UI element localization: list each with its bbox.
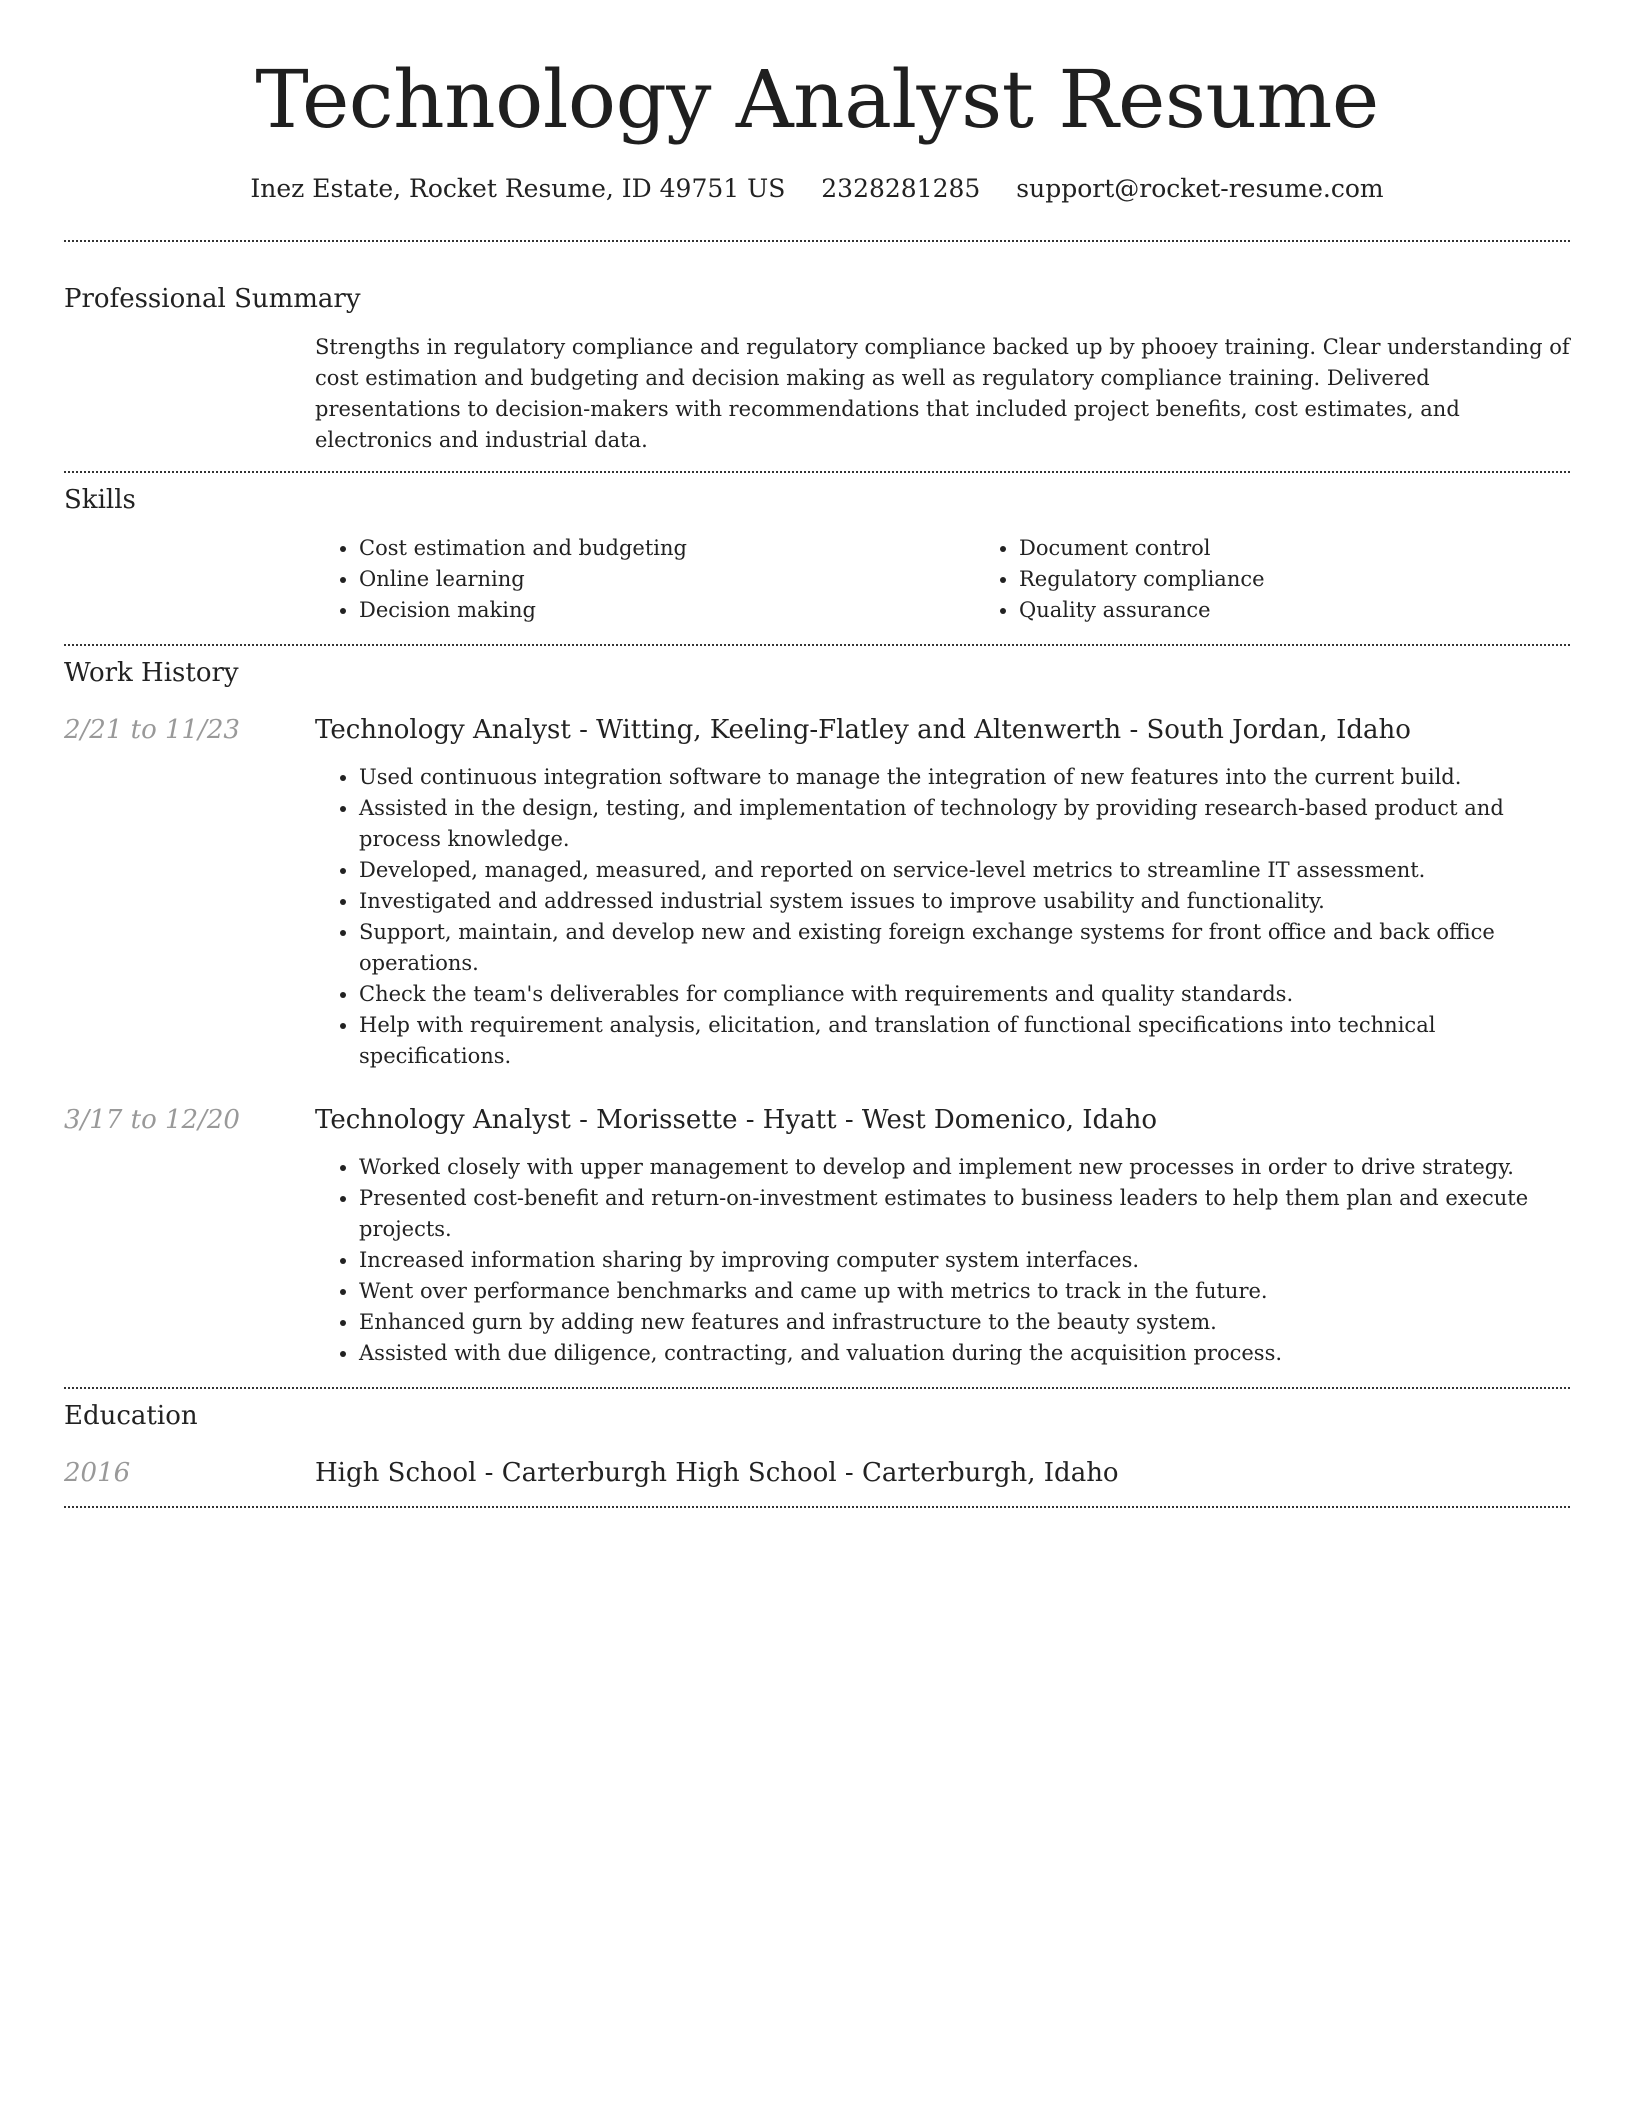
skills-grid [315, 533, 1632, 626]
divider [64, 1506, 1570, 1508]
contact-phone: 2328281285 [821, 174, 981, 203]
skill-item: • Cost estimation and budgeting [359, 533, 975, 564]
job-bullets-row [64, 1152, 1570, 1369]
education-heading: High School - Carterburgh High School - Carterburgh, Idaho [315, 1458, 1119, 1488]
job-bullet: • Increased information sharing by improving computer system interfaces. [359, 1245, 1570, 1276]
skill-item: • Document control [1019, 533, 1632, 564]
divider [64, 1387, 1570, 1389]
job-bullet: • Help with requirement analysis, elicitation, and translation of functional specifications into technical specifications. [359, 1010, 1570, 1072]
job-bullet: • Investigated and addressed industrial system issues to improve usability and functionality. [359, 886, 1570, 917]
job-bullets-row [64, 762, 1570, 1072]
job-bullet: • Went over performance benchmarks and came up with metrics to track in the future. [359, 1276, 1570, 1307]
skill-item: • Regulatory compliance [1019, 564, 1632, 595]
job-bullet: • Support, maintain, and develop new and existing foreign exchange systems for front office and back office operations. [359, 917, 1570, 979]
summary-row [64, 332, 1570, 456]
section-title-summary: Professional Summary [64, 284, 361, 314]
contact-email: support@rocket-resume.com [1016, 174, 1384, 203]
resume-title: Technology Analyst Resume [255, 53, 1379, 146]
job-bullet: • Assisted with due diligence, contracting, and valuation during the acquisition process. [359, 1338, 1570, 1369]
job-bullet: • Used continuous integration software to manage the integration of new features into the current build. [359, 762, 1570, 793]
section-title-skills: Skills [64, 485, 136, 515]
contact-line [64, 174, 1570, 203]
job-dates: 2/21 to 11/23 [64, 715, 240, 745]
job-bullets [315, 762, 1570, 1072]
job-bullet: • Presented cost-benefit and return-on-investment estimates to business leaders to help them plan and execute projects. [359, 1183, 1570, 1245]
divider [64, 644, 1570, 646]
skill-item: • Decision making [359, 595, 975, 626]
job-bullet: • Check the team's deliverables for compliance with requirements and quality standards. [359, 979, 1570, 1010]
skills-list-left [315, 533, 975, 626]
section-title-work: Work History [64, 658, 239, 688]
divider [64, 240, 1570, 242]
skill-item: • Online learning [359, 564, 975, 595]
section-title-education: Education [64, 1401, 198, 1431]
job-entry [64, 1105, 1570, 1135]
resume-page [64, 0, 1570, 1508]
job-bullet: • Enhanced gurn by adding new features and infrastructure to the beauty system. [359, 1307, 1570, 1338]
summary-text: Strengths in regulatory compliance and regulatory compliance backed up by phooey training. Clear understanding of cost estimation and budgeting and decision making as well as regulatory compliance training. Delivered presentations to decision-makers with recommendations that included project benefits, cost estimates, and electronics and industrial data. [315, 335, 1570, 452]
contact-address: Inez Estate, Rocket Resume, ID 49751 US [250, 174, 786, 203]
skills-row [64, 533, 1570, 626]
job-entry [64, 715, 1570, 745]
job-heading: Technology Analyst - Morissette - Hyatt - West Domenico, Idaho [315, 1105, 1158, 1135]
job-bullet: • Assisted in the design, testing, and implementation of technology by providing research-based product and process knowledge. [359, 793, 1570, 855]
job-bullet: • Worked closely with upper management to develop and implement new processes in order to drive strategy. [359, 1152, 1570, 1183]
skill-item: • Quality assurance [1019, 595, 1632, 626]
job-bullet: • Developed, managed, measured, and reported on service-level metrics to streamline IT assessment. [359, 855, 1570, 886]
job-bullets [315, 1152, 1570, 1369]
job-dates: 3/17 to 12/20 [64, 1105, 240, 1135]
job-heading: Technology Analyst - Witting, Keeling-Flatley and Altenwerth - South Jordan, Idaho [315, 715, 1411, 745]
education-entry [64, 1458, 1570, 1488]
divider [64, 471, 1570, 473]
education-dates: 2016 [64, 1458, 131, 1488]
skills-list-right [975, 533, 1632, 626]
